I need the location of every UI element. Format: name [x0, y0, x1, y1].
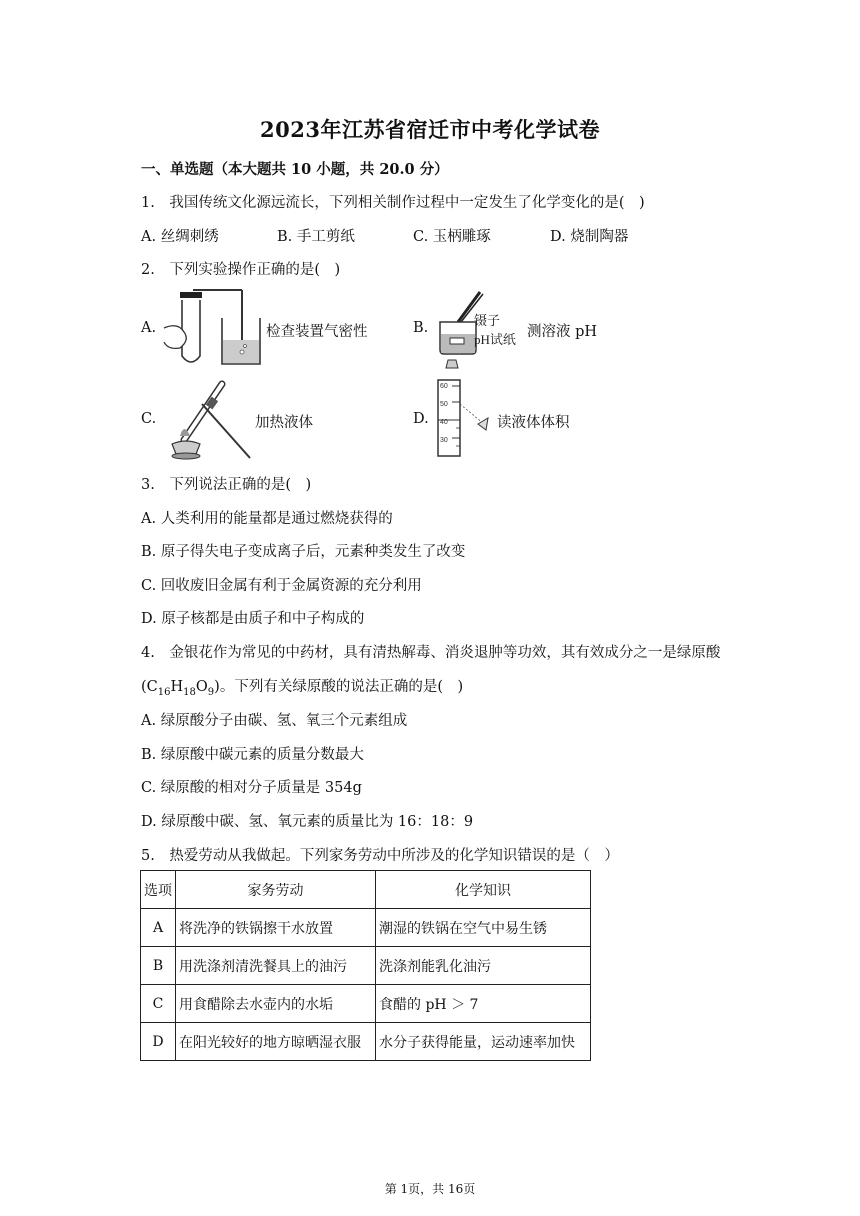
question-2-option-d-letter: D. [413, 411, 429, 427]
question-2-stem: 2. 下列实验操作正确的是( ) [141, 262, 341, 278]
table-cell: 食醋的 pH ＞ 7 [376, 985, 591, 1023]
graduated-cylinder-icon [434, 376, 494, 460]
question-4-option-b: B. 绿原酸中碳元素的质量分数最大 [141, 747, 364, 763]
question-2-option-c-letter: C. [141, 411, 157, 427]
ph-test-icon [434, 288, 529, 370]
question-4-option-c: C. 绿原酸的相对分子质量是 354g [141, 780, 362, 796]
question-1-stem: 1. 我国传统文化源远流长，下列相关制作过程中一定发生了化学变化的是( ) [141, 195, 645, 211]
question-2-option-b-text: 测溶液 pH [527, 324, 598, 340]
page-footer: 第 1页，共 16页 [384, 1182, 476, 1196]
cylinder-mark-60: 60 [440, 383, 448, 390]
question-5-stem: 5. 热爱劳动从我做起。下列家务劳动中所涉及的化学知识错误的是（ ） [141, 848, 619, 864]
question-1-option-d: D. 烧制陶器 [550, 229, 629, 245]
question-4-option-d: D. 绿原酸中碳、氢、氧元素的质量比为 16：18：9 [141, 814, 474, 830]
question-3-option-d: D. 原子核都是由质子和中子构成的 [141, 611, 365, 627]
table-cell: B [141, 947, 176, 985]
question-1-option-a: A. 丝绸刺绣 [141, 229, 219, 245]
question-2-option-a-text: 检查装置气密性 [266, 324, 368, 340]
table-cell: D [141, 1023, 176, 1061]
section-heading: 一、单选题（本大题共 10 小题，共 20.0 分） [141, 161, 449, 178]
table-cell: C [141, 985, 176, 1023]
table-cell: 水分子获得能量，运动速率加快 [376, 1023, 591, 1061]
table-row [141, 909, 591, 947]
question-3-stem: 3. 下列说法正确的是( ) [141, 477, 312, 493]
cylinder-mark-40: 40 [440, 419, 448, 426]
airtightness-check-icon [160, 288, 265, 370]
question-2-option-c-text: 加热液体 [255, 415, 313, 431]
question-2-option-d-text: 读液体体积 [497, 415, 570, 431]
question-5-table [140, 870, 591, 1061]
table-cell: 潮湿的铁锅在空气中易生锈 [376, 909, 591, 947]
question-2-option-b-letter: B. [413, 320, 429, 336]
question-4-stem-line-2: $(C_{16}H_{18}O_9)$。下列有关绿原酸的说法正确的是( ) [141, 679, 464, 698]
question-3-option-b: B. 原子得失电子变成离子后，元素种类发生了改变 [141, 544, 466, 560]
table-cell: 洗涤剂能乳化油污 [376, 947, 591, 985]
page-title: 2023年江苏省宿迁市中考化学试卷 [260, 117, 600, 142]
table-header-row [141, 871, 591, 909]
question-1-option-b: B. 手工剪纸 [277, 229, 355, 245]
cylinder-mark-50: 50 [440, 401, 448, 408]
question-3-option-c: C. 回收废旧金属有利于金属资源的充分利用 [141, 578, 422, 594]
question-3-option-a: A. 人类利用的能量都是通过燃烧获得的 [141, 511, 393, 527]
ph-paper-label: pH试纸 [474, 332, 516, 347]
table-header-knowledge: 化学知识 [376, 871, 591, 909]
table-cell: A [141, 909, 176, 947]
question-4-stem-line-1: 4. 金银花作为常见的中药材，具有清热解毒、消炎退肿等功效，其有效成分之一是绿原酸 [141, 645, 721, 661]
table-cell: 用食醋除去水壶内的水垢 [176, 985, 376, 1023]
tweezers-label: 镊子 [474, 313, 501, 328]
question-4-option-a: A. 绿原酸分子由碳、氢、氧三个元素组成 [141, 713, 408, 729]
table-row [141, 985, 591, 1023]
table-cell: 用洗涤剂清洗餐具上的油污 [176, 947, 376, 985]
formula: $(C_{16}H_{18}O_9)$ [141, 679, 220, 698]
table-row [141, 1023, 591, 1061]
table-row [141, 947, 591, 985]
table-header-option: 选项 [141, 871, 176, 909]
cylinder-mark-30: 30 [440, 437, 448, 444]
table-header-chore: 家务劳动 [176, 871, 376, 909]
heating-liquid-icon [162, 378, 257, 460]
table-cell: 将洗净的铁锅擦干水放置 [176, 909, 376, 947]
table-cell: 在阳光较好的地方晾晒湿衣服 [176, 1023, 376, 1061]
question-2-option-a-letter: A. [141, 320, 157, 336]
question-1-option-c: C. 玉柄雕琢 [413, 229, 491, 245]
